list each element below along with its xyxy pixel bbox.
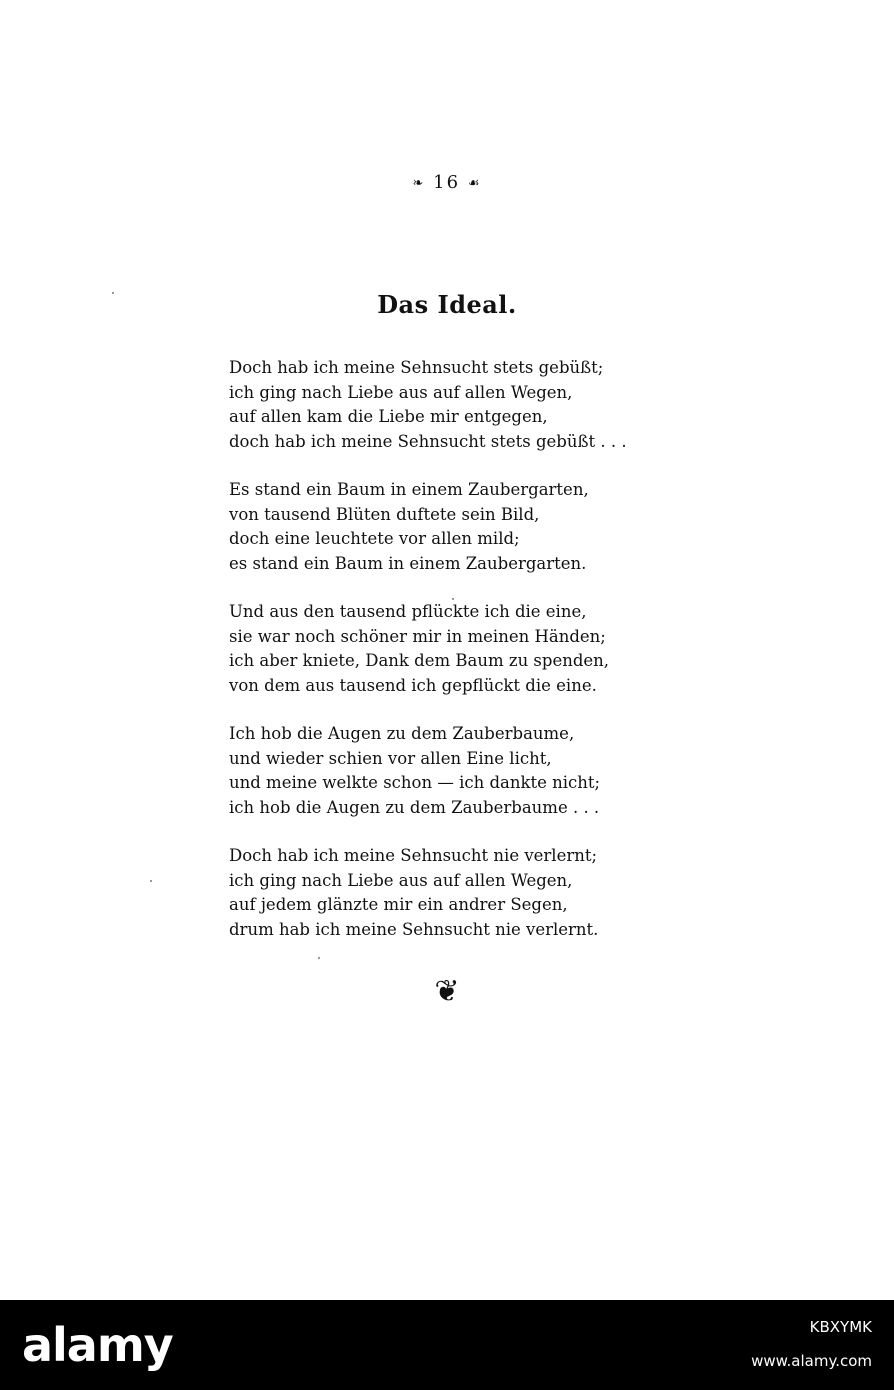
poem-line: ich hob die Augen zu dem Zauberbaume . . . [229,797,600,817]
poem-line: und wieder schien vor allen Eine licht, [229,748,552,768]
poem-line: von dem aus tausend ich gepflückt die eine. [229,675,597,695]
speck [452,598,454,600]
poem-line: ich ging nach Liebe aus auf allen Wegen, [229,870,573,890]
fleuron-icon: ❦ [434,974,460,1009]
poem-body [229,356,669,966]
poem-line: auf jedem glänzte mir ein andrer Segen, [229,895,568,914]
poem-line: Ich hob die Augen zu dem Zauberbaume, [229,724,575,743]
poem-line: Es stand ein Baum in einem Zaubergarten, [229,480,589,499]
poem-line: Und aus den tausend pflückte ich die eine, [229,602,587,621]
stanza-3 [229,600,669,698]
page-number [0,172,894,193]
brand-logo: alamy [22,1318,173,1372]
poem-line: ich aber kniete, Dank dem Baum zu spenden, [229,651,610,670]
poem-title: Das Ideal. [377,290,517,319]
ornament-left-icon: ❧ [412,176,426,191]
speck [112,292,114,294]
speck [150,880,152,882]
stock-image-id: KBXYMK [809,1318,872,1336]
stock-watermark-banner [0,1300,894,1390]
poem-line: auf allen kam die Liebe mir entgegen, [229,407,548,426]
poem-line: und meine welkte schon — ich dankte nicht; [229,773,601,792]
site-url: www.alamy.com [751,1352,872,1370]
poem-line: doch eine leuchtete vor allen mild; [229,529,520,548]
poem-line: drum hab ich meine Sehnsucht nie verlernt. [229,919,599,939]
page-number-value: 16 [433,172,461,193]
poem-line: Doch hab ich meine Sehnsucht nie verlernt; [229,846,598,865]
stanza-1 [229,356,669,454]
stanza-2 [229,478,669,576]
poem-line: von tausend Blüten duftete sein Bild, [229,504,540,524]
stanza-4 [229,722,669,820]
poem-line: es stand ein Baum in einem Zaubergarten. [229,553,587,573]
poem-line: doch hab ich meine Sehnsucht stets gebüßt . . . [229,431,627,451]
ornament-right-icon: ☙ [467,176,482,191]
speck [318,957,320,959]
poem-line: ich ging nach Liebe aus auf allen Wegen, [229,382,573,402]
poem-line: sie war noch schöner mir in meinen Händen; [229,626,606,646]
poem-line: Doch hab ich meine Sehnsucht stets gebüßt; [229,358,604,377]
stanza-5 [229,844,669,942]
